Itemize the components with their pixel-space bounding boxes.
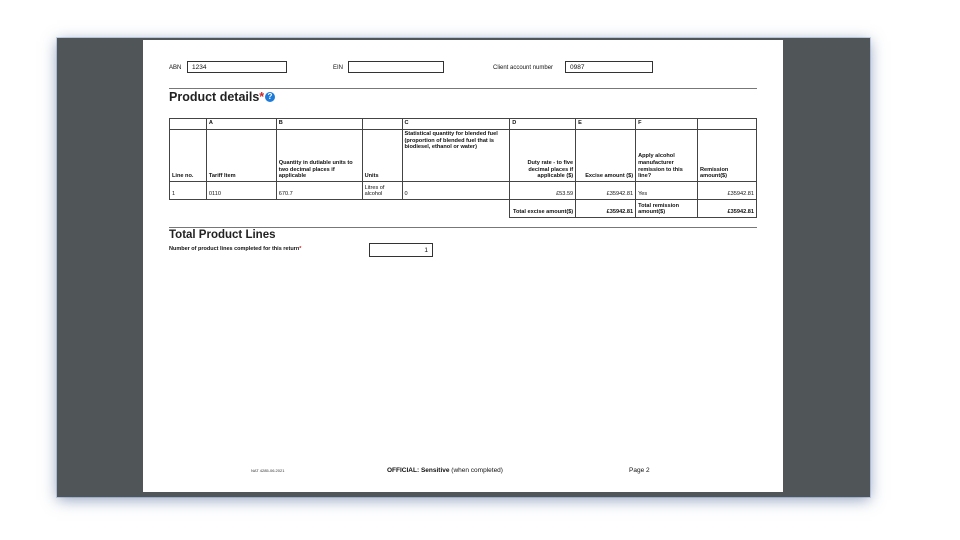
column-letter-row — [170, 119, 757, 130]
ein-label: EIN — [333, 65, 344, 71]
header-statistical-quantity: Statistical quantity for blended fuel (proportion of blended fuel that is biodiesel, ethanol or water) — [402, 130, 510, 182]
document-page — [143, 40, 783, 492]
total-remission-label: Total remission amount($) — [636, 200, 698, 218]
identifier-row — [143, 61, 783, 77]
client-account-label: Client account number — [493, 65, 554, 71]
column-letter: D — [510, 119, 576, 130]
client-account-field[interactable]: 0987 — [565, 61, 653, 73]
cell-excise-amount: £35942.81 — [576, 182, 636, 200]
column-letter: A — [206, 119, 276, 130]
abn-label: ABN — [169, 65, 182, 71]
cell-statistical-quantity: 0 — [402, 182, 510, 200]
form-code: NAT 4285-06.2021 — [251, 468, 285, 473]
cell-line-no: 1 — [170, 182, 207, 200]
header-tariff-item: Tariff Item — [206, 130, 276, 182]
header-apply-remission: Apply alcohol manufacturer remission to this line? — [636, 130, 698, 182]
column-letter: F — [636, 119, 698, 130]
abn-field[interactable]: 1234 — [187, 61, 287, 73]
help-icon[interactable]: ? — [265, 92, 275, 102]
total-product-lines-title: Total Product Lines — [169, 229, 276, 241]
total-excise-label: Total excise amount($) — [510, 200, 576, 218]
required-mark: * — [259, 90, 265, 104]
cell-apply-remission: Yes — [636, 182, 698, 200]
cell-tariff-item: 0110 — [206, 182, 276, 200]
product-lines-count-label: Number of product lines completed for this return* — [169, 246, 302, 252]
column-letter: B — [276, 119, 362, 130]
header-quantity: Quantity in dutiable units to two decimal places if applicable — [276, 130, 362, 182]
section-divider — [169, 227, 757, 228]
page-number: Page 2 — [629, 467, 650, 474]
column-letter — [362, 119, 402, 130]
cell-remission-amount: £35942.81 — [698, 182, 757, 200]
column-letter: E — [576, 119, 636, 130]
total-remission-value: £35942.81 — [698, 200, 757, 218]
column-letter — [170, 119, 207, 130]
ein-field[interactable] — [348, 61, 444, 73]
table-row — [170, 182, 757, 200]
section-divider — [169, 88, 757, 89]
header-excise-amount: Excise amount ($) — [576, 130, 636, 182]
header-units: Units — [362, 130, 402, 182]
column-letter: C — [402, 119, 510, 130]
product-details-title: Product details* — [169, 90, 265, 104]
total-excise-value: £35942.81 — [576, 200, 636, 218]
product-lines-table — [169, 118, 757, 218]
product-lines-count-field[interactable]: 1 — [369, 243, 433, 257]
cell-duty-rate: £53.59 — [510, 182, 576, 200]
header-line-no: Line no. — [170, 130, 207, 182]
cell-units: Litres of alcohol — [362, 182, 402, 200]
header-duty-rate: Duty rate - to five decimal places if applicable ($) — [510, 130, 576, 182]
totals-row — [170, 200, 757, 218]
column-header-row — [170, 130, 757, 182]
header-remission-amount: Remission amount($) — [698, 130, 757, 182]
required-mark: * — [299, 246, 302, 252]
classification-label: OFFICIAL: Sensitive (when completed) — [387, 467, 503, 474]
cell-quantity: 670.7 — [276, 182, 362, 200]
column-letter — [698, 119, 757, 130]
